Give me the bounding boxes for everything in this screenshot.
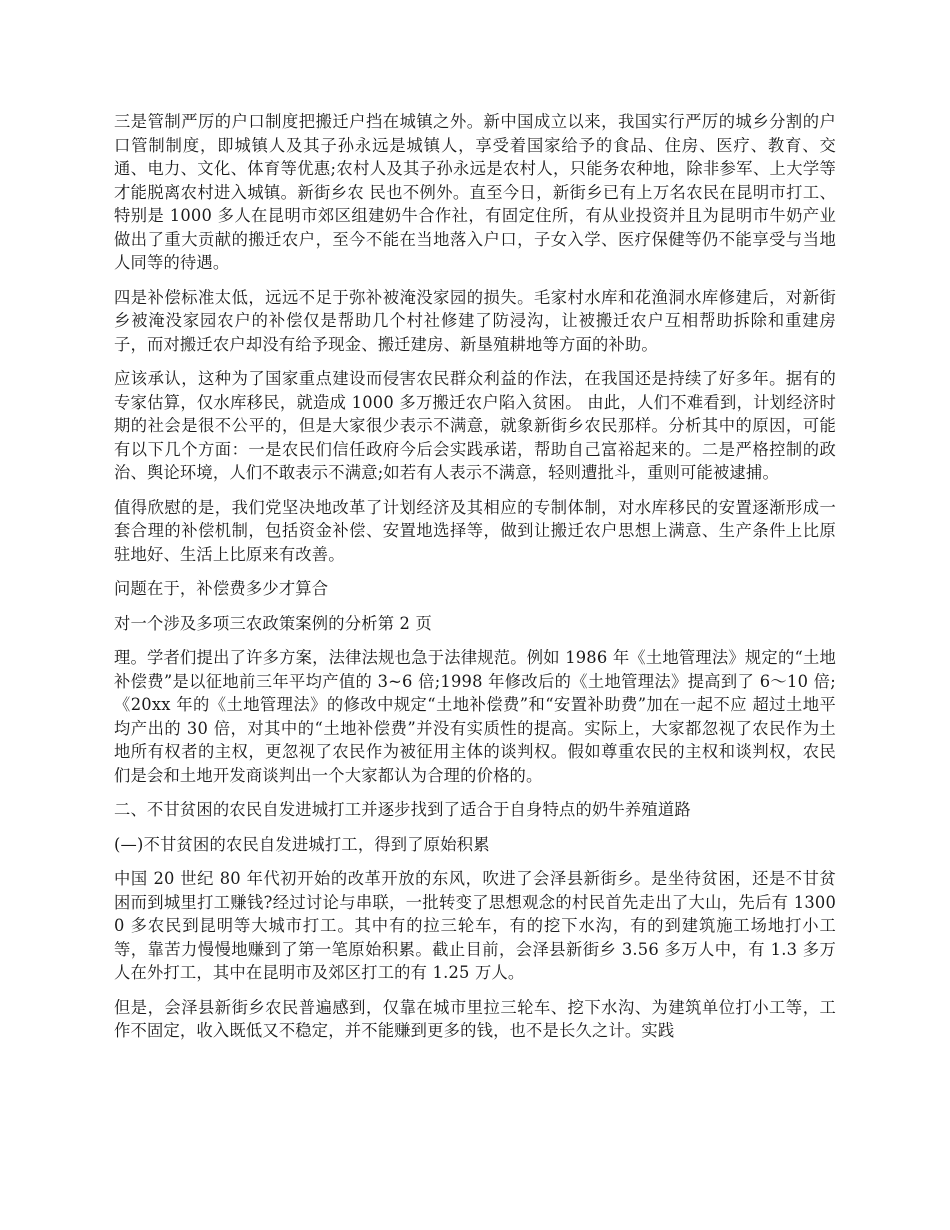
paragraph-however: 但是，会泽县新街乡农民普遍感到，仅靠在城市里拉三轮车、挖下水沟、为建筑单位打小工等，工作不固定，收入既低又不稳定，并不能赚到更多的钱，也不是长久之计。实践: [114, 997, 836, 1040]
paragraph-question: 问题在于，补偿费多少才算合: [114, 579, 329, 598]
paragraph-reform-opening: 中国 20 世纪 80 年代初开始的改革开放的东风，吹进了会泽县新街乡。是坐待贫困，还是不甘贫困而到城里打工赚钱?经过讨论与串联，一批转变了思想观念的村民首先走出了大山，先后有 13000 多农民到昆明等大城市打工。其中有的拉三轮车，有的挖下水沟，有的到建筑施工场地打小工等，靠苦力慢慢地赚到了第一笔原始积累。截止目前，会泽县新街乡 3.56 多万人中，有 1.3 多万人在外打工，其中在昆明市及郊区打工的有 1.25 万人。: [114, 869, 836, 982]
subsection-heading-1: (—)不甘贫困的农民自发进城打工，得到了原始积累: [114, 834, 490, 854]
paragraph-land-law: 理。学者们提出了许多方案，法律法规也急于法律规范。例如 1986 年《土地管理法》规定的“土地补偿费”是以征地前三年平均产值的 3~6 倍;1998 年修改后的《土地管理法》提高到了 6～10 倍;《20xx 年的《土地管理法》的修改中规定“土地补偿费”和“安置补助费”加在一起不应 超过土地平均产出的 30 倍，对其中的“土地补偿费”并没有实质性的提高。实际上，大家都忽视了农民作为土地所有权者的主权，更忽视了农民作为被征用主体的谈判权。假如尊重农民的主权和谈判权，农民们是会和土地开发商谈判出一个大家都认为合理的价格的。: [114, 648, 836, 785]
paragraph-should-acknowledge: 应该承认，这种为了国家重点建设而侵害农民群众利益的作法，在我国还是持续了好多年。据有的专家估算，仅水库移民，就造成 1000 多万搬迁农户陷入贫困。 由此，人们不难看到，计划经济时期的社会是很不公平的，但是大家很少表示不满意，就象新街乡农民那样。分析其中的原因，可能有以下几个方面：一是农民们信任政府今后会实践承诺，帮助自己富裕起来的。二是严格控制的政治、舆论环境，人们不敢表示不满意;如若有人表示不满意，轻则遭批斗，重则可能被逮捕。: [114, 369, 836, 482]
document-page: [114, 110, 836, 1054]
paragraph-gratifying-reform: 值得欣慰的是，我们党坚决地改革了计划经济及其相应的专制体制，对水库移民的安置逐渐形成一套合理的补偿机制，包括资金补偿、安置地选择等，做到让搬迁农户思想上满意、生产条件上比原驻地好、生活上比原来有改善。: [114, 497, 836, 564]
page-marker: 对一个涉及多项三农政策案例的分析第 2 页: [114, 613, 432, 633]
paragraph-compensation-too-low: 四是补偿标准太低，远远不足于弥补被淹没家园的损失。毛家村水库和花渔洞水库修建后，对新街乡被淹没家园农户的补偿仅是帮助几个村社修建了防浸沟，让被搬迁农户互相帮助拆除和重建房子，而对搬迁农户却没有给予现金、搬迁建房、新垦殖耕地等方面的补助。: [114, 287, 836, 354]
paragraph-household-registration: 三是管制严厉的户口制度把搬迁户挡在城镇之外。新中国成立以来，我国实行严厉的城乡分割的户口管制制度，即城镇人及其子孙永远是城镇人，享受着国家给予的食品、住房、医疗、教育、交通、电力、文化、体育等优惠;农村人及其子孙永远是农村人，只能务农种地，除非参军、上大学等才能脱离农村进入城镇。新街乡农 民也不例外。直至今日，新街乡已有上万名农民在昆明市打工、特别是 1000 多人在昆明市郊区组建奶牛合作社，有固定住所，有从业投资并且为昆明市牛奶产业 做出了重大贡献的搬迁农户，至今不能在当地落入户口，子女入学、医疗保健等仍不能享受与当地人同等的待遇。: [114, 112, 836, 272]
section-heading-2: 二、不甘贫困的农民自发进城打工并逐步找到了适合于自身特点的奶牛养殖道路: [114, 800, 691, 819]
